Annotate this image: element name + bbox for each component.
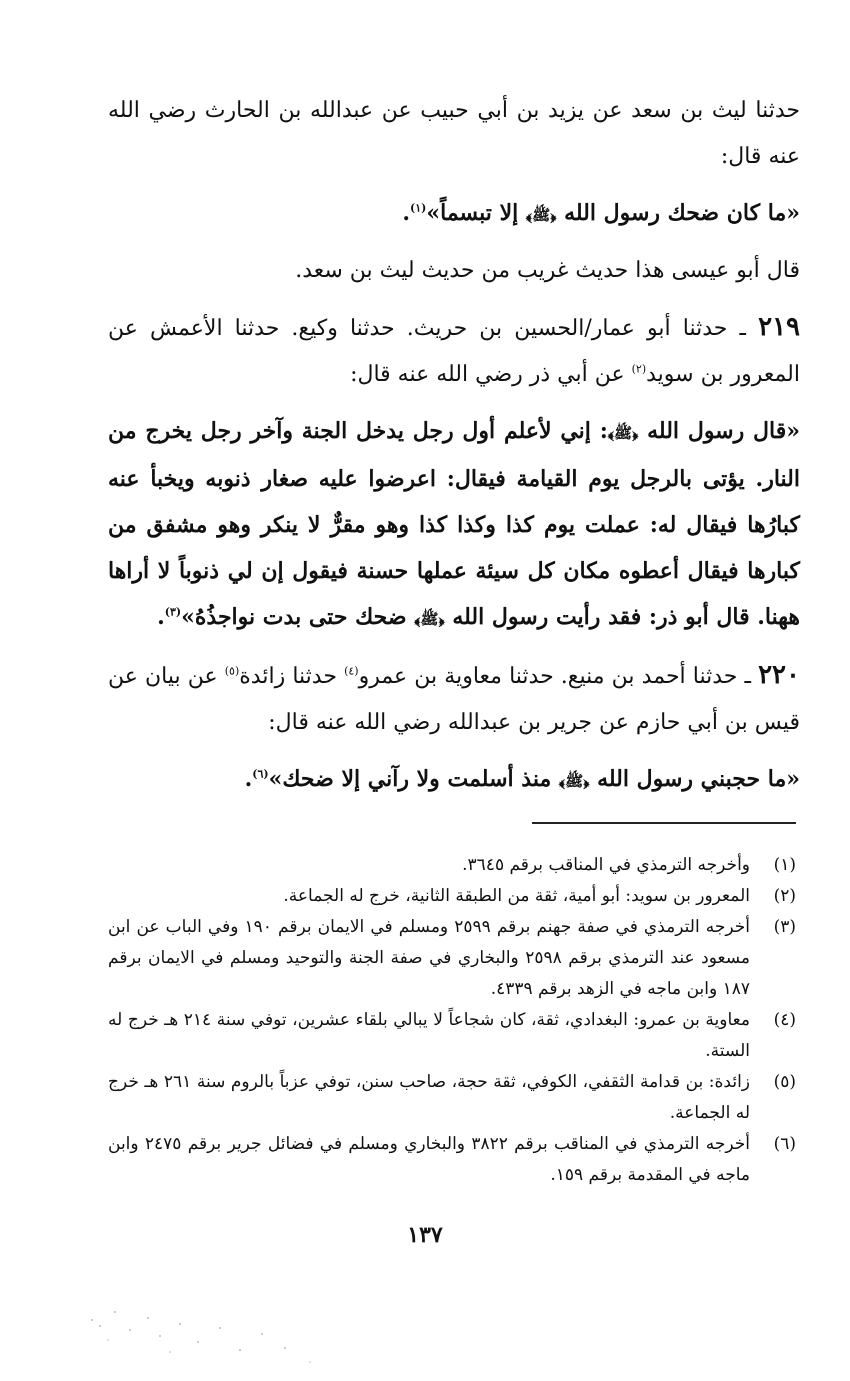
salla-symbol: ﴿ﷺ﴾: [525, 206, 557, 224]
hadith-219-matn: «قال رسول الله ﴿ﷺ﴾: إني لأعلم أول رجل يدخل الجنة وآخر رجل يخرج من النار. يؤتى بالرجل يوم القيامة فيقال: اعرضوا عليه صغار ذنوبه ويخبأ عنه كبارُها فيقال له: عملت يوم كذا وكذا كذا وهو مقرٌّ لا ينكر وهو مشفق من كبارها فيقال أعطوه مكان كل سيئة عملها حسنة فيقول إن لي ذنوباً لا أراها ههنا. قال أبو ذر: فقد رأيت رسول الله ﴿ﷺ﴾ ضحك حتى بدت نواجذُهُ»$^{(٣)}$.: [108, 418, 800, 630]
footnote-text: زائدة: بن قدامة الثقفي، الكوفي، ثقة حجة، صاحب سنن، توفي عزباً بالروم سنة ٢٦١ هـ خرج له الجماعة.: [108, 1072, 750, 1123]
hadith-219-isnad: ٢١٩ ـ حدثنا أبو عمار/الحسين بن حريث. حدثنا وكيع. حدثنا الأعمش عن المعرور بن سويد$^{(٢)}$ عن أبي ذر رضي الله عنه قال:: [108, 312, 801, 387]
salla-symbol: ﴿ﷺ﴾: [558, 772, 590, 790]
footnote-ref: (٦): [252, 767, 269, 781]
footnote-ref: (١): [410, 201, 427, 215]
hadith-number: ٢١٩: [758, 312, 801, 342]
footnote-ref: (٣): [164, 605, 182, 619]
footnote-item: [108, 881, 800, 912]
footnote-number: (٥): [773, 1072, 796, 1092]
footnote-text: معاوية بن عمرو: البغدادي، ثقة، كان شجاعاً لا يبالي بلقاء عشرين، توفي سنة ٢١٤ هـ خرج له الستة.: [108, 1010, 750, 1061]
hadith-220-isnad: ٢٢٠ ـ حدثنا أحمد بن منيع. حدثنا معاوية بن عمرو$^{(٤)}$ حدثنا زائدة$^{(٥)}$ عن بيان عن قيس بن أبي حازم عن جرير بن عبدالله رضي الله عنه قال:: [108, 660, 800, 735]
main-text: [108, 88, 800, 814]
footnote-ref: (٢): [631, 362, 647, 376]
footnote-text: أخرجه الترمذي في المناقب برقم ٣٨٢٢ والبخاري ومسلم في فضائل جرير برقم ٢٤٧٥ وابن ماجه في المقدمة برقم ١٥٩.: [108, 1134, 750, 1185]
hadith-1: «ما كان ضحك رسول الله ﴿ﷺ﴾ إلا تبسماً»$^{(١)}$.: [402, 200, 800, 226]
footnote-divider: [532, 822, 796, 824]
footnote-item: [108, 1067, 800, 1129]
footnote-item: [108, 850, 800, 881]
hadith-220-matn: «ما حجبني رسول الله ﴿ﷺ﴾ منذ أسلمت ولا رآني إلا ضحك»$^{(٦)}$.: [244, 766, 800, 792]
footnote-number: (٣): [773, 917, 796, 937]
paragraph-comment: قال أبو عيسى هذا حديث غريب من حديث ليث بن سعد.: [295, 258, 800, 283]
scan-noise: [70, 1290, 330, 1370]
footnote-ref: (٤): [344, 664, 359, 678]
salla-symbol: ﴿ﷺ﴾: [607, 424, 639, 442]
footnote-item: [108, 1005, 800, 1067]
footnote-text: أخرجه الترمذي في صفة جهنم برقم ٢٥٩٩ ومسلم في الايمان برقم ١٩٠ وفي الباب عن ابن مسعود عند الترمذي برقم ٢٥٩٨ والبخاري في صفة الجنة والتوحيد ومسلم في الايمان برقم ١٨٧ وابن ماجه في الزهد برقم ٤٣٣٩.: [108, 917, 750, 999]
page-number: ١٣٧: [407, 1222, 443, 1248]
footnote-number: (٦): [773, 1134, 796, 1154]
footnote-ref: (٥): [224, 664, 240, 678]
footnote-number: (١): [773, 855, 796, 875]
footnotes: [108, 850, 800, 1191]
footnote-item: [108, 912, 800, 1005]
footnote-text: وأخرجه الترمذي في المناقب برقم ٣٦٤٥.: [462, 855, 750, 875]
footnote-number: (٢): [773, 886, 796, 906]
hadith-number: ٢٢٠: [758, 660, 800, 690]
salla-symbol: ﴿ﷺ﴾: [414, 610, 445, 628]
footnote-text: المعرور بن سويد: أبو أمية، ثقة من الطبقة الثانية، خرج له الجماعة.: [283, 886, 750, 906]
paragraph-intro: حدثنا ليث بن سعد عن يزيد بن أبي حبيب عن عبدالله بن الحارث رضي الله عنه قال:: [108, 98, 800, 169]
footnote-item: [108, 1129, 800, 1191]
footnote-number: (٤): [773, 1010, 796, 1030]
